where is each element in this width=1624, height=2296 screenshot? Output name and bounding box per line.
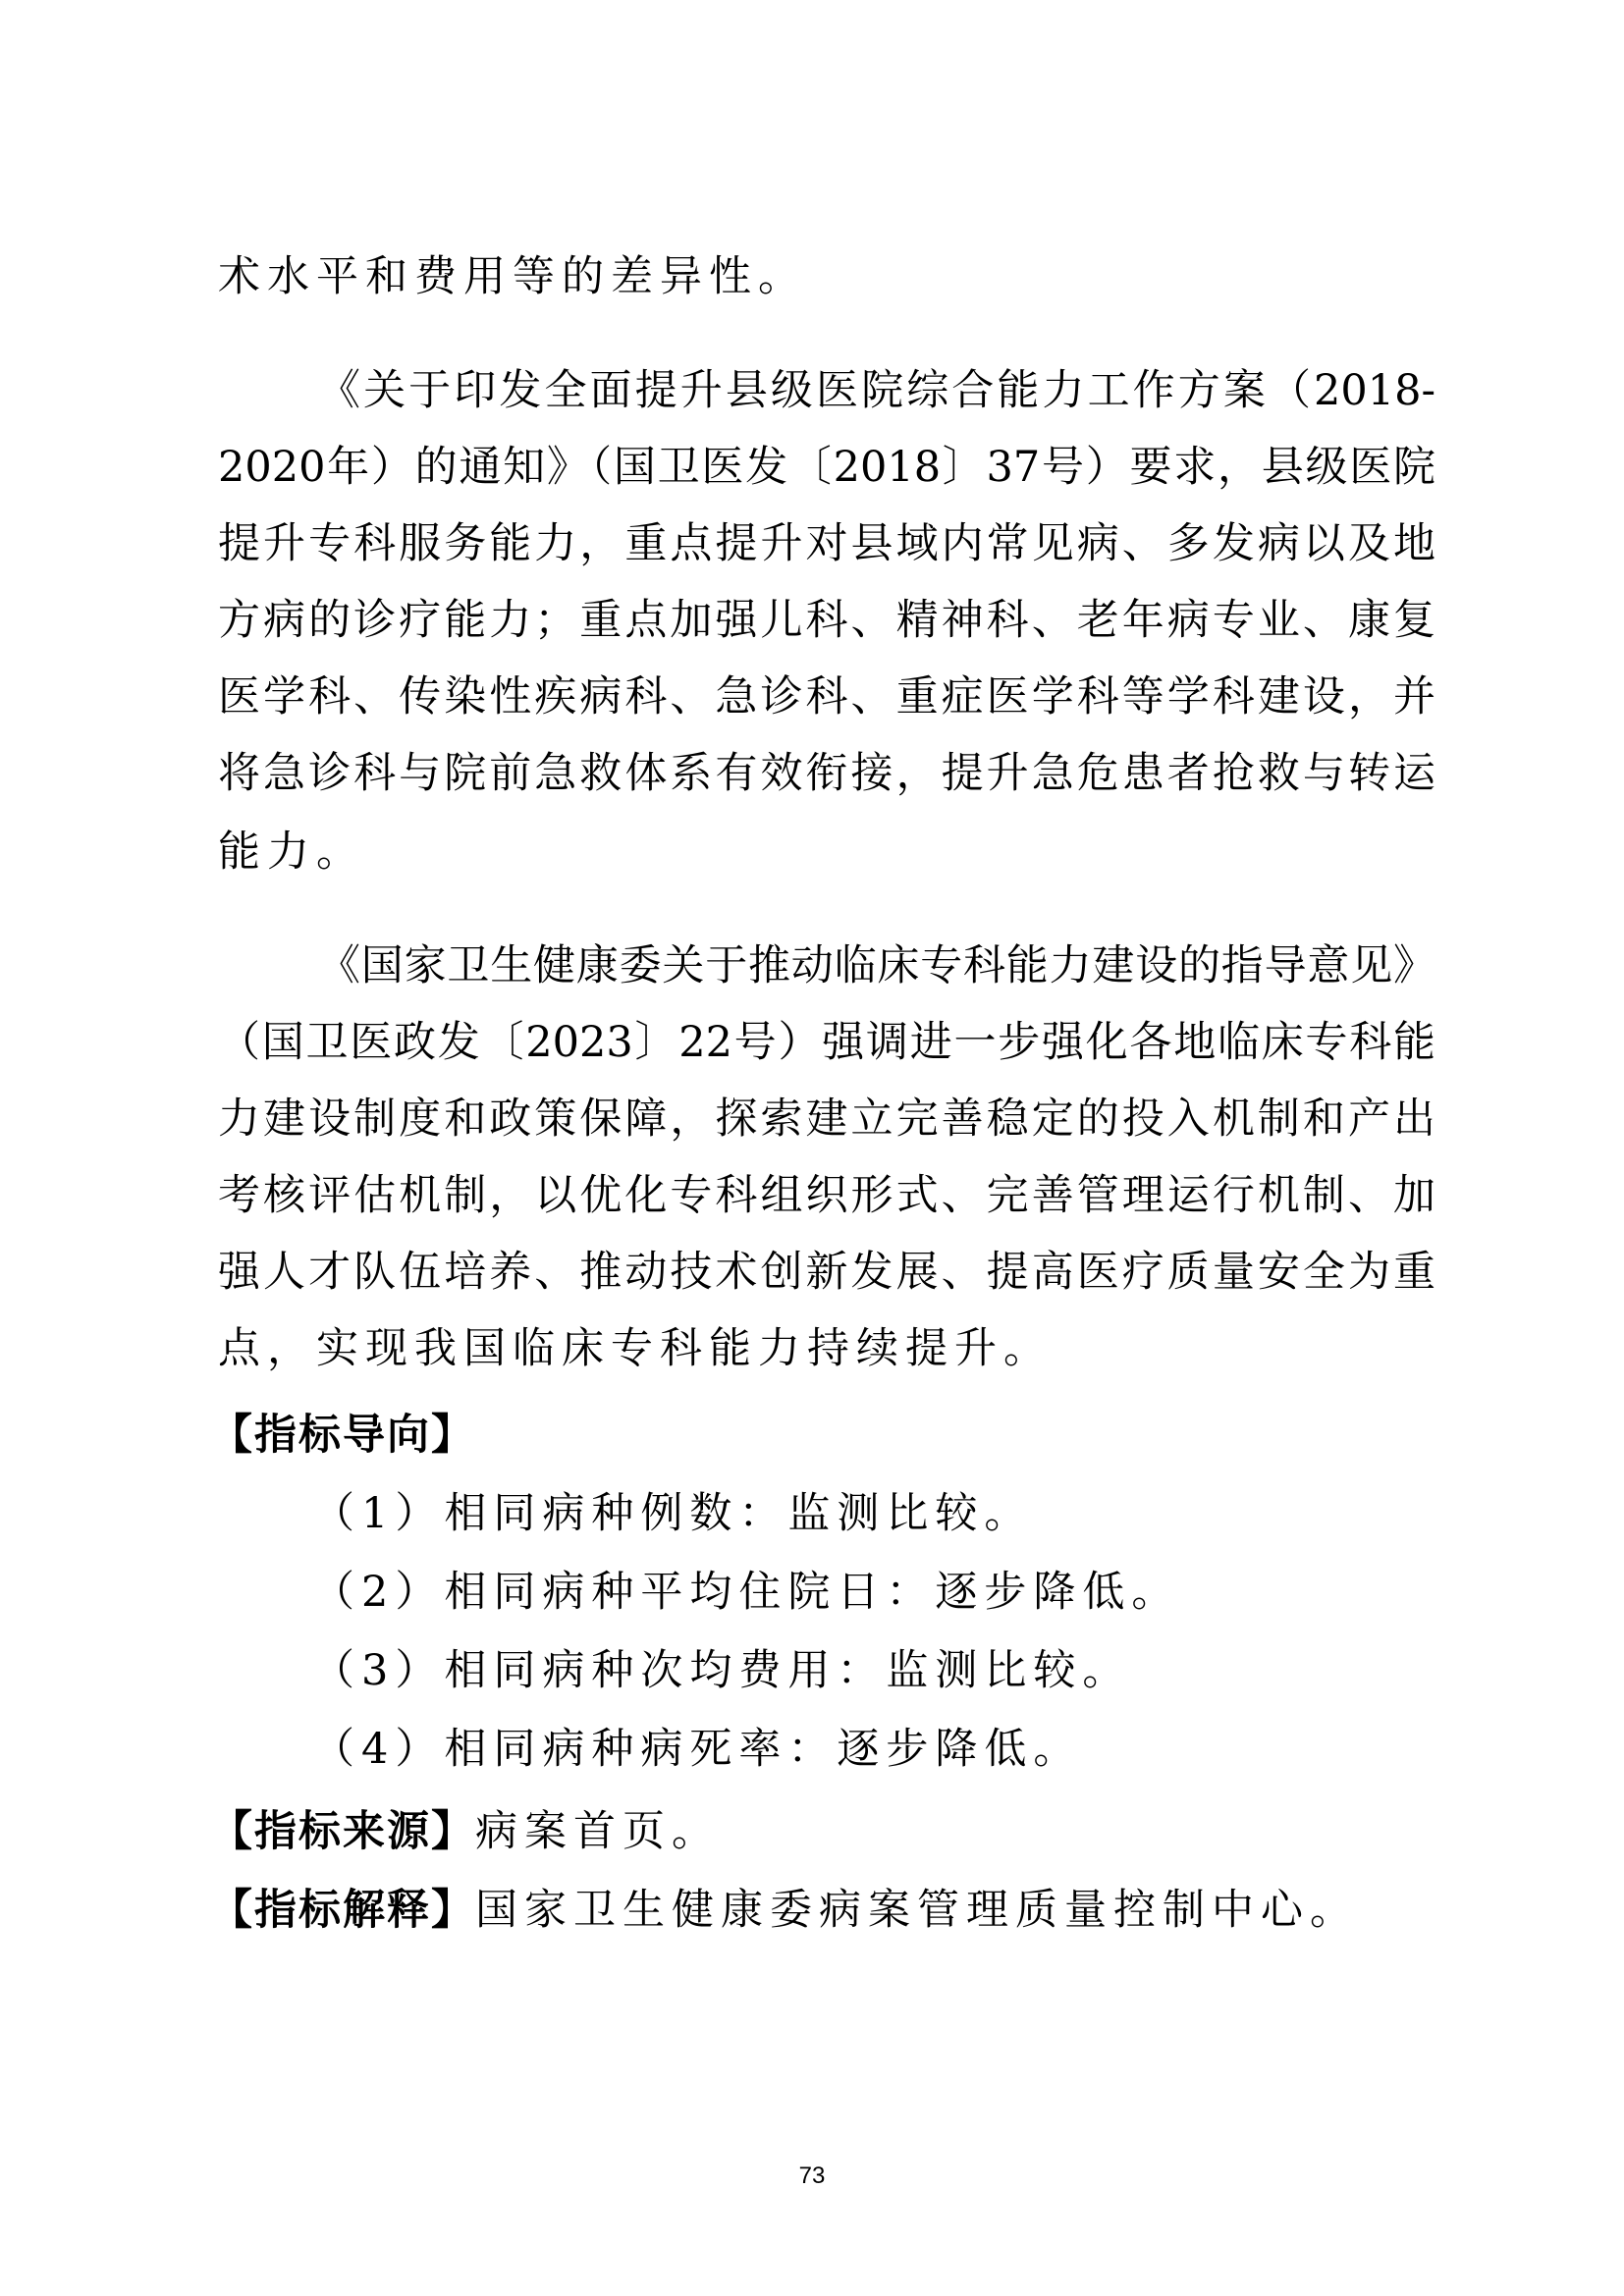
paragraph-line: 《国家卫生健康委关于推动临床专科能力建设的指导意见》 (318, 941, 1435, 990)
guidance-item: （1）相同病种例数：监测比较。 (312, 1489, 1034, 1538)
interpretation-value: 国家卫生健康委病案管理质量控制中心。 (475, 1886, 1359, 1935)
interpretation-label: 【指标解释】 (210, 1886, 475, 1935)
paragraph-line: 点，实现我国临床专科能力持续提升。 (218, 1324, 1053, 1373)
paragraph-line: 强人才队伍培养、推动技术创新发展、提高医疗质量安全为重 (218, 1248, 1435, 1297)
page-number: 73 (798, 2163, 826, 2189)
source-row (210, 1802, 1428, 1861)
guidance-item: （2）相同病种平均住院日：逐步降低。 (312, 1568, 1181, 1617)
paragraph-line: （国卫医政发〔2023〕22号）强调进一步强化各地临床专科能 (218, 1018, 1435, 1067)
paragraph-line: 医学科、传染性疾病科、急诊科、重症医学科等学科建设，并 (218, 672, 1435, 721)
paragraph-line: 《关于印发全面提升县级医院综合能力工作方案（2018- (318, 366, 1435, 415)
paragraph-line: 能力。 (218, 828, 365, 877)
interpretation-row (210, 1881, 1428, 1940)
guidance-item: （4）相同病种病死率：逐步降低。 (312, 1725, 1083, 1774)
paragraph-line: 考核评估机制，以优化专科组织形式、完善管理运行机制、加 (218, 1171, 1435, 1220)
paragraph-line: 2020年）的通知》（国卫医发〔2018〕37号）要求，县级医院 (218, 443, 1435, 492)
guidance-item: （3）相同病种次均费用：监测比较。 (312, 1646, 1132, 1695)
paragraph-line: 将急诊科与院前急救体系有效衔接，提升急危患者抢救与转运 (218, 749, 1435, 798)
paragraph-line: 提升专科服务能力，重点提升对县域内常见病、多发病以及地 (218, 519, 1435, 568)
paragraph-line: 力建设制度和政策保障，探索建立完善稳定的投入机制和产出 (218, 1095, 1435, 1144)
source-value: 病案首页。 (475, 1807, 721, 1856)
paragraph-line: 术水平和费用等的差异性。 (218, 252, 807, 301)
guidance-heading: 【指标导向】 (210, 1411, 475, 1460)
source-label: 【指标来源】 (210, 1807, 475, 1856)
paragraph-line: 方病的诊疗能力；重点加强儿科、精神科、老年病专业、康复 (218, 596, 1435, 645)
